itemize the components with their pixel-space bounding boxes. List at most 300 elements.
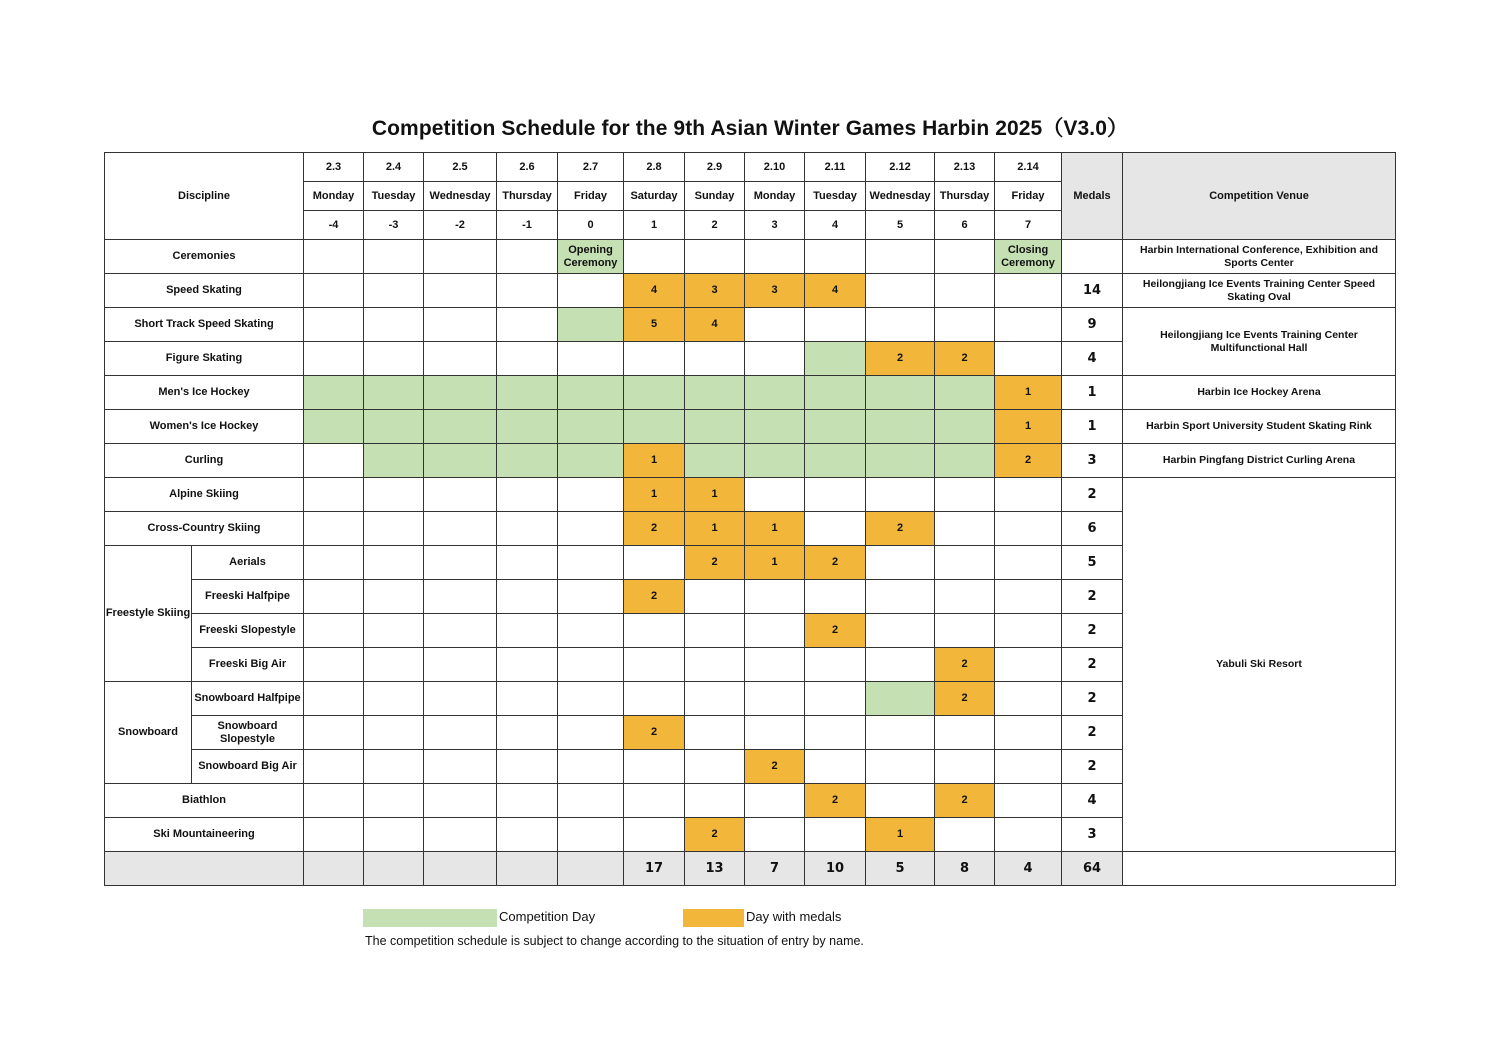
- date-header-cell: 2.3: [304, 153, 364, 182]
- venue-cell: Harbin Ice Hockey Arena: [1123, 376, 1396, 410]
- schedule-cell: [424, 478, 497, 512]
- venue-cell: Heilongjiang Ice Events Training Center Speed Skating Oval: [1123, 274, 1396, 308]
- schedule-cell: [558, 614, 624, 648]
- schedule-cell: [424, 342, 497, 376]
- medal-day-cell: 2: [805, 546, 866, 580]
- medal-day-cell: 4: [624, 274, 685, 308]
- table-row: [105, 376, 1396, 410]
- day-total-cell: 10: [805, 852, 866, 886]
- schedule-cell: [995, 750, 1062, 784]
- schedule-cell: [558, 478, 624, 512]
- weekday-header-cell: Tuesday: [364, 182, 424, 211]
- schedule-cell: [558, 750, 624, 784]
- competition-day-cell: [558, 376, 624, 410]
- group-label-freestyle: Freestyle Skiing: [105, 546, 192, 682]
- schedule-cell: [866, 750, 935, 784]
- schedule-cell: [805, 478, 866, 512]
- medals-cell: 2: [1062, 580, 1123, 614]
- schedule-cell: [805, 682, 866, 716]
- competition-day-cell: [624, 376, 685, 410]
- table-row: [105, 308, 1396, 342]
- schedule-cell: [304, 784, 364, 818]
- schedule-cell: [995, 784, 1062, 818]
- medals-cell: 2: [1062, 682, 1123, 716]
- schedule-cell: [685, 342, 745, 376]
- medal-day-cell: 2: [685, 818, 745, 852]
- daynumber-header-cell: 7: [995, 211, 1062, 240]
- daynumber-header-cell: -3: [364, 211, 424, 240]
- schedule-cell: [364, 716, 424, 750]
- schedule-cell: [424, 784, 497, 818]
- discipline-name: Freeski Big Air: [192, 648, 304, 682]
- schedule-cell: [364, 784, 424, 818]
- schedule-cell: [624, 342, 685, 376]
- schedule-cell: [304, 648, 364, 682]
- competition-day-cell: [805, 342, 866, 376]
- venue-cell: Heilongjiang Ice Events Training Center Multifunctional Hall: [1123, 308, 1396, 376]
- competition-day-cell: [866, 376, 935, 410]
- venue-header: Competition Venue: [1123, 153, 1396, 240]
- schedule-cell: [497, 240, 558, 274]
- medal-day-cell: 1: [685, 512, 745, 546]
- schedule-cell: [304, 750, 364, 784]
- medal-day-cell: 3: [745, 274, 805, 308]
- schedule-cell: [304, 342, 364, 376]
- schedule-cell: [745, 478, 805, 512]
- medal-day-cell: 4: [685, 308, 745, 342]
- medal-day-cell: 4: [805, 274, 866, 308]
- schedule-cell: [866, 274, 935, 308]
- medal-day-cell: 2: [935, 342, 995, 376]
- schedule-cell: [304, 614, 364, 648]
- weekday-header-cell: Saturday: [624, 182, 685, 211]
- schedule-cell: [558, 818, 624, 852]
- schedule-cell: [866, 784, 935, 818]
- legend-competition-label: Competition Day: [499, 909, 596, 924]
- discipline-name: Freeski Halfpipe: [192, 580, 304, 614]
- weekday-header-cell: Sunday: [685, 182, 745, 211]
- schedule-cell: [866, 716, 935, 750]
- discipline-name: Snowboard Big Air: [192, 750, 304, 784]
- schedule-cell: [805, 648, 866, 682]
- schedule-cell: [497, 478, 558, 512]
- date-header-cell: 2.9: [685, 153, 745, 182]
- schedule-cell: [805, 580, 866, 614]
- schedule-cell: [424, 648, 497, 682]
- discipline-name: Figure Skating: [105, 342, 304, 376]
- schedule-cell: [624, 546, 685, 580]
- medal-day-cell: 2: [805, 614, 866, 648]
- competition-day-cell: [866, 410, 935, 444]
- schedule-cell: [497, 342, 558, 376]
- daynumber-header-cell: -1: [497, 211, 558, 240]
- schedule-cell: [935, 512, 995, 546]
- schedule-cell: [364, 580, 424, 614]
- medals-cell: 1: [1062, 410, 1123, 444]
- discipline-name: Men's Ice Hockey: [105, 376, 304, 410]
- group-label-snowboard: Snowboard: [105, 682, 192, 784]
- medal-day-cell: 2: [935, 648, 995, 682]
- day-total-cell: 7: [745, 852, 805, 886]
- medal-day-cell: 2: [935, 784, 995, 818]
- schedule-cell: [364, 648, 424, 682]
- competition-day-cell: [866, 444, 935, 478]
- venue-cell: Yabuli Ski Resort: [1123, 478, 1396, 852]
- schedule-cell: [935, 716, 995, 750]
- schedule-cell: [995, 512, 1062, 546]
- schedule-cell: [304, 682, 364, 716]
- medal-day-cell: 1: [624, 478, 685, 512]
- competition-day-cell: [685, 410, 745, 444]
- schedule-cell: [424, 546, 497, 580]
- schedule-cell: [424, 716, 497, 750]
- schedule-cell: [685, 614, 745, 648]
- schedule-cell: [866, 580, 935, 614]
- schedule-cell: [558, 342, 624, 376]
- schedule-cell: [995, 648, 1062, 682]
- discipline-name: Curling: [105, 444, 304, 478]
- schedule-cell: [866, 308, 935, 342]
- schedule-cell: [364, 342, 424, 376]
- totals-row: [105, 852, 1396, 886]
- legend-medal-swatch: [683, 909, 744, 927]
- discipline-name: Short Track Speed Skating: [105, 308, 304, 342]
- schedule-cell: [685, 750, 745, 784]
- schedule-cell: [866, 478, 935, 512]
- competition-day-cell: [805, 444, 866, 478]
- schedule-cell: [304, 478, 364, 512]
- daynumber-header-cell: -4: [304, 211, 364, 240]
- medals-cell: 5: [1062, 546, 1123, 580]
- schedule-cell: [624, 682, 685, 716]
- schedule-cell: [935, 818, 995, 852]
- schedule-cell: [685, 648, 745, 682]
- day-total-cell: [364, 852, 424, 886]
- medal-day-cell: 1: [745, 546, 805, 580]
- schedule-cell: [935, 240, 995, 274]
- schedule-cell: [558, 274, 624, 308]
- schedule-cell: [497, 818, 558, 852]
- schedule-cell: [304, 240, 364, 274]
- competition-day-cell: [624, 410, 685, 444]
- table-row: [105, 444, 1396, 478]
- day-total-cell: 13: [685, 852, 745, 886]
- day-total-cell: [497, 852, 558, 886]
- schedule-cell: [364, 614, 424, 648]
- schedule-cell: [995, 614, 1062, 648]
- schedule-cell: [995, 478, 1062, 512]
- table-row: [105, 478, 1396, 512]
- medal-day-cell: 1: [995, 376, 1062, 410]
- medals-cell: 2: [1062, 716, 1123, 750]
- schedule-cell: [304, 716, 364, 750]
- schedule-cell: [304, 580, 364, 614]
- schedule-cell: [424, 580, 497, 614]
- schedule-cell: [745, 682, 805, 716]
- schedule-cell: [304, 274, 364, 308]
- venue-cell: Harbin Pingfang District Curling Arena: [1123, 444, 1396, 478]
- competition-day-cell: [424, 444, 497, 478]
- page-title: Competition Schedule for the 9th Asian Winter Games Harbin 2025（V3.0）: [371, 117, 1129, 140]
- discipline-name: Snowboard Slopestyle: [192, 716, 304, 750]
- schedule-cell: [866, 614, 935, 648]
- schedule-note: The competition schedule is subject to change according to the situation of entry by name.: [365, 934, 864, 948]
- date-header-cell: 2.11: [805, 153, 866, 182]
- discipline-name: Freeski Slopestyle: [192, 614, 304, 648]
- medals-cell: 14: [1062, 274, 1123, 308]
- schedule-cell: [364, 682, 424, 716]
- medals-cell: 1: [1062, 376, 1123, 410]
- schedule-cell: [745, 580, 805, 614]
- medals-total-cell: 64: [1062, 852, 1123, 886]
- schedule-cell: [995, 308, 1062, 342]
- medal-day-cell: 1: [624, 444, 685, 478]
- date-header-cell: 2.12: [866, 153, 935, 182]
- competition-day-cell: [497, 376, 558, 410]
- competition-day-cell: [558, 410, 624, 444]
- competition-day-cell: [304, 376, 364, 410]
- daynumber-header-cell: 3: [745, 211, 805, 240]
- venue-cell: Harbin Sport University Student Skating Rink: [1123, 410, 1396, 444]
- schedule-cell: [558, 784, 624, 818]
- medals-cell: 4: [1062, 784, 1123, 818]
- medal-day-cell: 2: [866, 512, 935, 546]
- medals-cell: 2: [1062, 648, 1123, 682]
- schedule-cell: [558, 682, 624, 716]
- competition-day-cell: [685, 444, 745, 478]
- discipline-name: Women's Ice Hockey: [105, 410, 304, 444]
- schedule-cell: [805, 750, 866, 784]
- schedule-cell: [364, 512, 424, 546]
- schedule-cell: [364, 274, 424, 308]
- table-row: [105, 410, 1396, 444]
- weekday-header-cell: Monday: [304, 182, 364, 211]
- schedule-cell: [624, 750, 685, 784]
- date-header-cell: 2.13: [935, 153, 995, 182]
- medals-cell: 2: [1062, 614, 1123, 648]
- daynumber-header-cell: 6: [935, 211, 995, 240]
- medal-day-cell: 2: [745, 750, 805, 784]
- date-header-cell: 2.6: [497, 153, 558, 182]
- schedule-cell: [304, 444, 364, 478]
- table-row: [105, 274, 1396, 308]
- competition-day-cell: [935, 410, 995, 444]
- day-total-cell: [424, 852, 497, 886]
- legend-medal-label: Day with medals: [746, 909, 842, 924]
- schedule-cell: [497, 546, 558, 580]
- schedule-cell: [995, 342, 1062, 376]
- schedule-cell: [935, 308, 995, 342]
- schedule-cell: [497, 580, 558, 614]
- discipline-header: Discipline: [105, 153, 304, 240]
- venue-cell: Harbin International Conference, Exhibition and Sports Center: [1123, 240, 1396, 274]
- weekday-header-cell: Wednesday: [424, 182, 497, 211]
- schedule-cell: [805, 512, 866, 546]
- closing-ceremony-cell: Closing Ceremony: [995, 240, 1062, 274]
- daynumber-header-cell: 4: [805, 211, 866, 240]
- schedule-cell: [424, 240, 497, 274]
- schedule-cell: [304, 308, 364, 342]
- schedule-cell: [935, 750, 995, 784]
- schedule-cell: [364, 750, 424, 784]
- competition-day-cell: [558, 308, 624, 342]
- medals-cell: 6: [1062, 512, 1123, 546]
- schedule-cell: [995, 716, 1062, 750]
- schedule-cell: [558, 580, 624, 614]
- schedule-cell: [805, 818, 866, 852]
- schedule-cell: [424, 682, 497, 716]
- discipline-name: Cross-Country Skiing: [105, 512, 304, 546]
- weekday-header-cell: Tuesday: [805, 182, 866, 211]
- discipline-name: Snowboard Halfpipe: [192, 682, 304, 716]
- discipline-name: Biathlon: [105, 784, 304, 818]
- schedule-cell: [424, 614, 497, 648]
- daynumber-header-cell: 5: [866, 211, 935, 240]
- medal-day-cell: 5: [624, 308, 685, 342]
- discipline-name: Aerials: [192, 546, 304, 580]
- schedule-cell: [497, 784, 558, 818]
- schedule-cell: [805, 308, 866, 342]
- competition-day-cell: [935, 376, 995, 410]
- schedule-cell: [497, 308, 558, 342]
- schedule-cell: [364, 240, 424, 274]
- medals-cell: 3: [1062, 818, 1123, 852]
- day-total-cell: 5: [866, 852, 935, 886]
- schedule-cell: [995, 682, 1062, 716]
- competition-day-cell: [497, 410, 558, 444]
- schedule-cell: [497, 512, 558, 546]
- schedule-cell: [935, 546, 995, 580]
- schedule-cell: [805, 716, 866, 750]
- weekday-header-cell: Thursday: [935, 182, 995, 211]
- competition-day-cell: [558, 444, 624, 478]
- schedule-cell: [364, 478, 424, 512]
- date-header-cell: 2.4: [364, 153, 424, 182]
- schedule-cell: [558, 512, 624, 546]
- daynumber-header-cell: -2: [424, 211, 497, 240]
- opening-ceremony-cell: Opening Ceremony: [558, 240, 624, 274]
- schedule-cell: [624, 240, 685, 274]
- schedule-cell: [866, 240, 935, 274]
- date-header-cell: 2.10: [745, 153, 805, 182]
- medals-cell: 9: [1062, 308, 1123, 342]
- schedule-cell: [364, 818, 424, 852]
- day-total-cell: 17: [624, 852, 685, 886]
- ceremonies-row: [105, 240, 1396, 274]
- day-total-cell: [558, 852, 624, 886]
- medals-cell: 3: [1062, 444, 1123, 478]
- schedule-cell: [558, 716, 624, 750]
- medal-day-cell: 2: [805, 784, 866, 818]
- competition-day-cell: [745, 444, 805, 478]
- discipline-name: Alpine Skiing: [105, 478, 304, 512]
- schedule-cell: [685, 240, 745, 274]
- competition-day-cell: [805, 410, 866, 444]
- schedule-cell: [745, 784, 805, 818]
- schedule-cell: [497, 716, 558, 750]
- schedule-cell: [424, 818, 497, 852]
- schedule-cell: [304, 546, 364, 580]
- schedule-cell: [558, 546, 624, 580]
- schedule-cell: [866, 648, 935, 682]
- daynumber-header-cell: 2: [685, 211, 745, 240]
- competition-day-cell: [364, 410, 424, 444]
- schedule-cell: [995, 274, 1062, 308]
- medal-day-cell: 2: [624, 512, 685, 546]
- schedule-cell: [624, 614, 685, 648]
- medals-cell: 2: [1062, 478, 1123, 512]
- schedule-cell: [558, 648, 624, 682]
- medal-day-cell: 2: [624, 716, 685, 750]
- totals-label-cell: [105, 852, 304, 886]
- day-total-cell: [304, 852, 364, 886]
- competition-day-cell: [805, 376, 866, 410]
- schedule-cell: [624, 648, 685, 682]
- schedule-cell: [364, 546, 424, 580]
- schedule-cell: [805, 240, 866, 274]
- schedule-cell: [745, 308, 805, 342]
- schedule-cell: [745, 716, 805, 750]
- medals-cell: 4: [1062, 342, 1123, 376]
- schedule-cell: [935, 478, 995, 512]
- schedule-cell: [497, 750, 558, 784]
- schedule-cell: [497, 614, 558, 648]
- competition-day-cell: [745, 410, 805, 444]
- medal-day-cell: 1: [685, 478, 745, 512]
- schedule-cell: [995, 580, 1062, 614]
- schedule-cell: [935, 580, 995, 614]
- schedule-cell: [745, 342, 805, 376]
- schedule-cell: [424, 512, 497, 546]
- competition-day-cell: [497, 444, 558, 478]
- schedule-cell: [424, 274, 497, 308]
- schedule-cell: [624, 818, 685, 852]
- date-header-cell: 2.7: [558, 153, 624, 182]
- competition-day-cell: [304, 410, 364, 444]
- schedule-cell: [745, 648, 805, 682]
- medals-cell: 2: [1062, 750, 1123, 784]
- legend-competition-swatch: [363, 909, 497, 927]
- schedule-cell: [685, 784, 745, 818]
- schedule-cell: [304, 512, 364, 546]
- schedule-table: [104, 152, 1396, 886]
- day-total-cell: 4: [995, 852, 1062, 886]
- venue-total-cell: [1123, 852, 1396, 886]
- daynumber-header-cell: 1: [624, 211, 685, 240]
- schedule-cell: [685, 682, 745, 716]
- schedule-cell: [497, 682, 558, 716]
- competition-day-cell: [424, 410, 497, 444]
- schedule-cell: [685, 580, 745, 614]
- schedule-cell: [935, 614, 995, 648]
- daynumber-header-cell: 0: [558, 211, 624, 240]
- medal-day-cell: 2: [935, 682, 995, 716]
- medal-day-cell: 2: [624, 580, 685, 614]
- weekday-header-cell: Friday: [558, 182, 624, 211]
- weekday-header-cell: Thursday: [497, 182, 558, 211]
- discipline-name: Speed Skating: [105, 274, 304, 308]
- schedule-cell: [497, 274, 558, 308]
- competition-day-cell: [745, 376, 805, 410]
- schedule-cell: [685, 716, 745, 750]
- schedule-cell: [624, 784, 685, 818]
- schedule-cell: [745, 240, 805, 274]
- medal-day-cell: 2: [866, 342, 935, 376]
- schedule-cell: [995, 818, 1062, 852]
- weekday-header-cell: Wednesday: [866, 182, 935, 211]
- competition-day-cell: [364, 376, 424, 410]
- schedule-cell: [745, 818, 805, 852]
